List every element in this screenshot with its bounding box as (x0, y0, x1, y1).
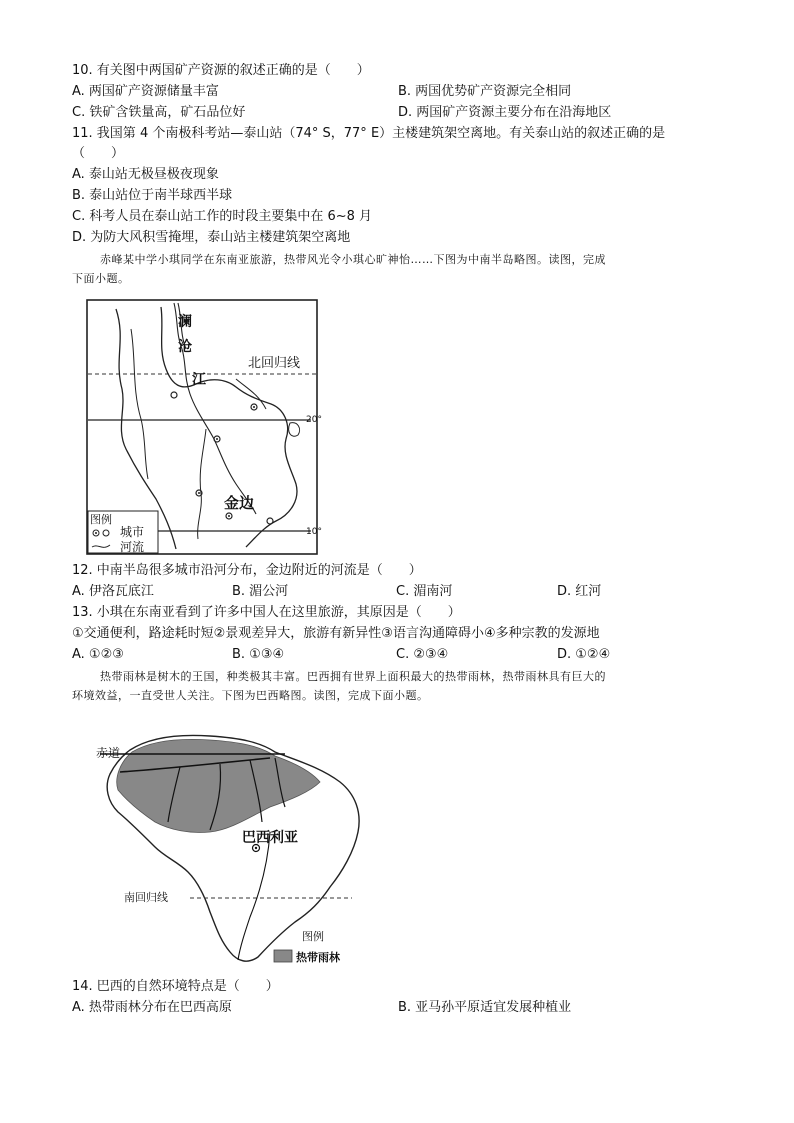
brazil-map (70, 712, 370, 970)
map2-legend-swatch (274, 950, 292, 962)
q12-option-d: D. 红河 (557, 584, 602, 599)
map2-legend-title: 图例 (302, 930, 324, 943)
passage2-line1: 热带雨林是树木的王国，种类极其丰富。巴西拥有世界上面积最大的热带雨林，热带雨林具有巨大的 (100, 670, 606, 683)
q13-option-d: D. ①②④ (557, 647, 611, 662)
q13-option-c: C. ②③④ (396, 647, 449, 662)
q10-stem: 10. 有关图中两国矿产资源的叙述正确的是（ ） (72, 63, 370, 78)
q13-stem: 13. 小琪在东南亚看到了许多中国人在这里旅游，其原因是（ ） (72, 605, 461, 620)
q13-option-b: B. ①③④ (232, 647, 285, 662)
map1-tropic-label: 北回归线 (248, 356, 301, 371)
q10-option-b: B. 两国优势矿产资源完全相同 (398, 84, 572, 99)
q12-stem: 12. 中南半岛很多城市沿河分布，金边附近的河流是（ ） (72, 563, 422, 578)
q10-option-a: A. 两国矿产资源储量丰富 (72, 84, 219, 99)
passage2-line2: 环境效益，一直受世人关注。下图为巴西略图。读图，完成下面小题。 (72, 689, 429, 702)
map1-legend-city: 城市 (120, 525, 145, 539)
q12-option-c: C. 湄南河 (396, 584, 453, 599)
q13-option-a: A. ①②③ (72, 647, 124, 662)
q14-option-a: A. 热带雨林分布在巴西高原 (72, 1000, 232, 1015)
map1-lat20-label: 20° (306, 415, 322, 425)
q12-option-a: A. 伊洛瓦底江 (72, 584, 154, 599)
map1-legend-title: 图例 (90, 513, 112, 526)
q11-option-b: B. 泰山站位于南半球西半球 (72, 188, 233, 203)
map2-capital-label: 巴西利亚 (242, 830, 298, 846)
map1-river-char-3: 江 (192, 372, 206, 388)
q12-option-b: B. 湄公河 (232, 584, 289, 599)
q11-stem-cont: （ ） (72, 146, 125, 161)
passage1-line2: 下面小题。 (72, 272, 130, 285)
passage1-line1: 赤峰某中学小琪同学在东南亚旅游，热带风光令小琪心旷神怡……下图为中南半岛略图。读图，完成 (100, 253, 606, 266)
map2-equator-label: 赤道 (96, 746, 121, 760)
map1-phnom-penh-label: 金边 (224, 494, 255, 512)
map1-river-char-1: 澜 (178, 314, 192, 330)
q14-stem: 14. 巴西的自然环境特点是（ ） (72, 979, 279, 994)
map1-legend-river: 河流 (120, 540, 145, 554)
map2-legend-rainforest: 热带雨林 (296, 951, 340, 964)
q13-choices: ①交通便利，路途耗时短②景观差异大，旅游有新异性③语言沟通障碍小④多种宗教的发源地 (72, 626, 600, 641)
map2-tropic-label: 南回归线 (124, 891, 168, 904)
q14-option-b: B. 亚马孙平原适宜发展种植业 (398, 1000, 572, 1015)
q11-stem: 11. 我国第 4 个南极科考站—泰山站（74° S，77° E）主楼建筑架空离地。有关泰山站的叙述正确的是 (72, 126, 666, 141)
q10-option-c: C. 铁矿含铁量高，矿石品位好 (72, 105, 246, 120)
q11-option-d: D. 为防大风积雪掩埋，泰山站主楼建筑架空离地 (72, 230, 351, 245)
q11-option-c: C. 科考人员在泰山站工作的时段主要集中在 6~8 月 (72, 209, 373, 224)
q10-option-d: D. 两国矿产资源主要分布在沿海地区 (398, 105, 612, 120)
indochina-map (86, 299, 322, 555)
map1-lat10-label: 10° (306, 527, 322, 537)
map1-river-char-2: 沧 (178, 339, 192, 355)
q11-option-a: A. 泰山站无极昼极夜现象 (72, 167, 219, 182)
